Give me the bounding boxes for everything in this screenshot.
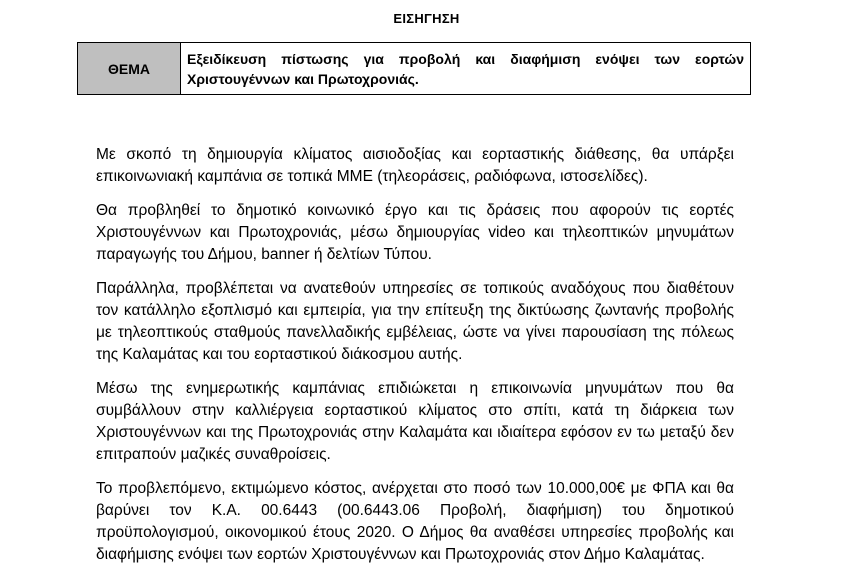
paragraph: Παράλληλα, προβλέπεται να ανατεθούν υπηρεσίες σε τοπικούς αναδόχους που διαθέτουν τον κατάλληλο εξοπλισμό και εμπειρία, για την επίτευξη της δικτύωσης ζωντανής προβολής με τηλεοπτικούς σταθμούς πανελλαδικής εμβέλειας, ώστε να γίνει παρουσίαση της πόλεως της Καλαμάτας και του εορταστικού διάκοσμου αυτής. [96,280,734,363]
paragraph: Με σκοπό τη δημιουργία κλίματος αισιοδοξίας και εορταστικής διάθεσης, θα υπάρξει επικοινωνιακή καμπάνια σε τοπικά ΜΜΕ (τηλεοράσεις, ραδιόφωνα, ιστοσελίδες). [96,146,734,185]
paragraph: Το προβλεπόμενο, εκτιμώμενο κόστος, ανέρχεται στο ποσό των 10.000,00€ με ΦΠΑ και θα βαρύνει τον Κ.Α. 00.6443 (00.6443.06 Προβολή, διαφήμιση) του δημοτικού προϋπολογισμού, οικονομικού έτους 2020. Ο Δήμος θα αναθέσει υπηρεσίες προβολής και διαφήμισης ενόψει των εορτών Χριστουγέννων και Πρωτοχρονιάς στον Δήμο Καλαμάτας. [96,480,734,563]
paragraph: Μέσω της ενημερωτικής καμπάνιας επιδιώκεται η επικοινωνία μηνυμάτων που θα συμβάλλουν στην καλλιέργεια εορταστικού κλίματος στο σπίτι, κατά τη διάρκεια των Χριστουγέννων και της Πρωτοχρονιάς στην Καλαμάτα και ιδιαίτερα εφόσον εν τω μεταξύ δεν επιτραπούν μαζικές συναθροίσεις. [96,380,734,463]
subject-label: ΘΕΜΑ [78,43,181,94]
document-body [96,144,734,578]
subject-text: Εξειδίκευση πίστωσης για προβολή και διαφήμιση ενόψει των εορτών Χριστουγέννων και Πρωτοχρονιάς. [187,51,744,87]
paragraph: Θα προβληθεί το δημοτικό κοινωνικό έργο και τις δράσεις που αφορούν τις εορτές Χριστουγέννων και Πρωτοχρονιάς, μέσω δημιουργίας video και τηλεοπτικών μηνυμάτων παραγωγής του Δήμου, banner ή δελτίων Τύπου. [96,202,734,263]
document-title: ΕΙΣΗΓΗΣΗ [393,11,460,26]
subject-table [77,42,751,95]
